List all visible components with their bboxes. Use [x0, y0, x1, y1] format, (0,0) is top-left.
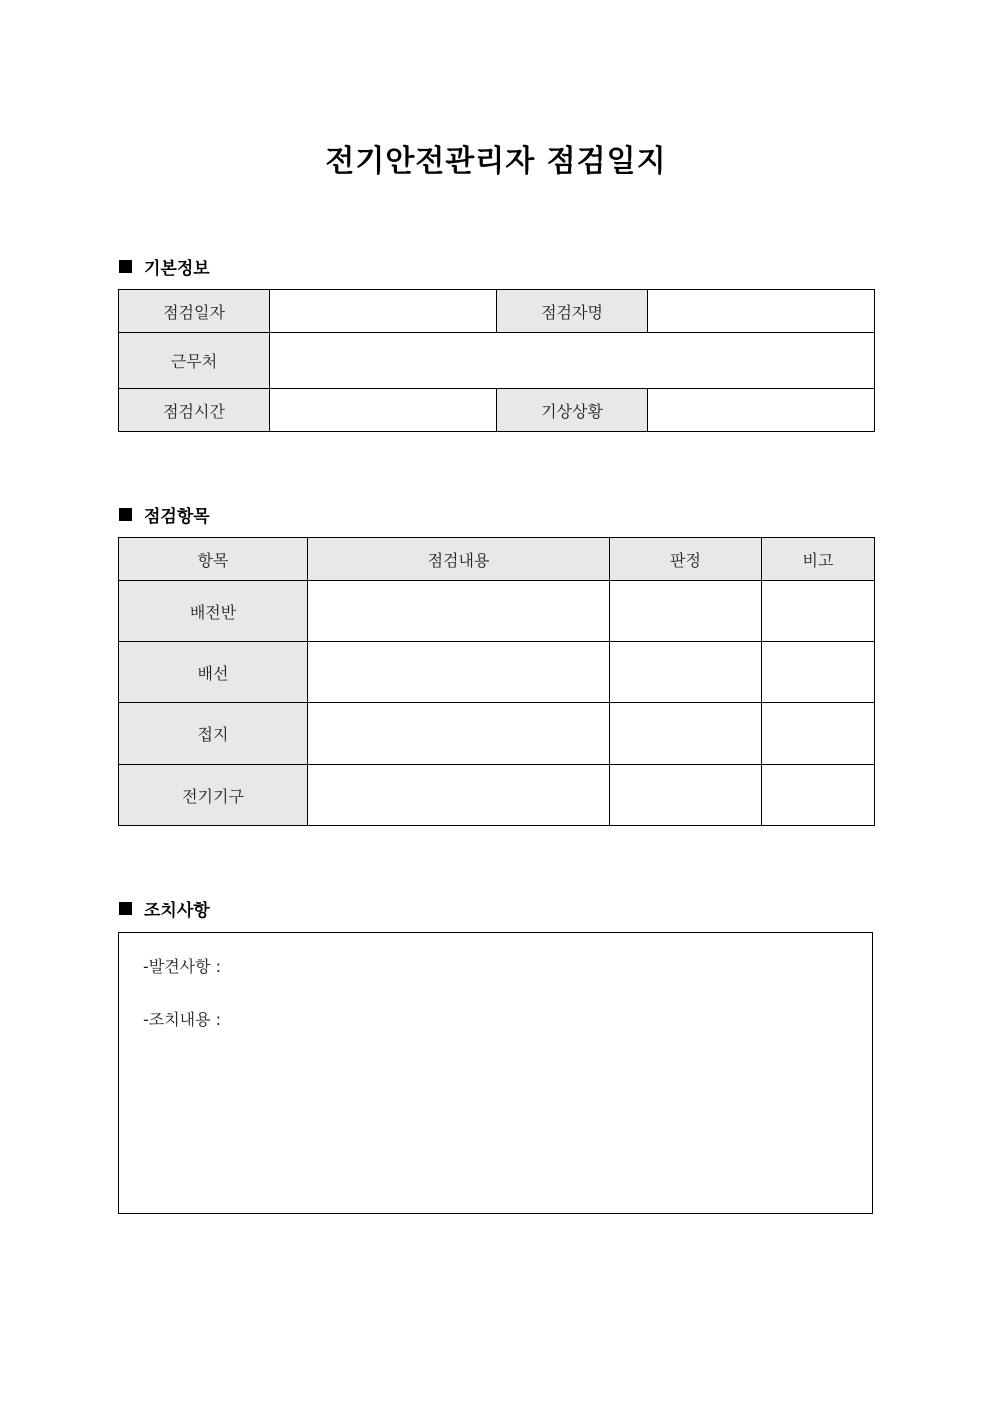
item-name: 전기기구: [119, 765, 308, 826]
square-bullet-icon: [119, 508, 132, 521]
content-field[interactable]: [308, 703, 610, 765]
judgment-field[interactable]: [610, 581, 762, 642]
document-title: 전기안전관리자 점검일지: [325, 144, 667, 179]
table-row: [119, 581, 875, 642]
column-header-remarks: 비고: [762, 538, 875, 581]
content-field[interactable]: [308, 581, 610, 642]
inspection-time-label: 점검시간: [119, 389, 270, 432]
judgment-field[interactable]: [610, 765, 762, 826]
measures-label: -조치내용 :: [143, 1010, 222, 1029]
section-heading-inspection-items: [119, 502, 210, 527]
section-title: 조치사항: [144, 901, 210, 921]
table-row: [119, 642, 875, 703]
weather-field[interactable]: [648, 389, 875, 432]
square-bullet-icon: [119, 260, 132, 273]
content-field[interactable]: [308, 765, 610, 826]
weather-label: 기상상황: [497, 389, 648, 432]
measures-line: [143, 1007, 221, 1030]
inspection-date-label: 점검일자: [119, 290, 270, 333]
item-name: 접지: [119, 703, 308, 765]
table-row: [119, 703, 875, 765]
findings-label: -발견사항 :: [143, 957, 222, 976]
section-heading-actions: [119, 896, 210, 921]
inspection-date-field[interactable]: [270, 290, 497, 333]
findings-line: [143, 954, 221, 977]
section-title: 기본정보: [144, 259, 210, 279]
remarks-field[interactable]: [762, 703, 875, 765]
remarks-field[interactable]: [762, 642, 875, 703]
column-header-content: 점검내용: [308, 538, 610, 581]
judgment-field[interactable]: [610, 642, 762, 703]
inspector-name-label: 점검자명: [497, 290, 648, 333]
remarks-field[interactable]: [762, 765, 875, 826]
workplace-field[interactable]: [270, 333, 875, 389]
square-bullet-icon: [119, 902, 132, 915]
basic-info-table: [118, 289, 875, 432]
column-header-judgment: 판정: [610, 538, 762, 581]
column-header-item: 항목: [119, 538, 308, 581]
judgment-field[interactable]: [610, 703, 762, 765]
actions-box[interactable]: [118, 932, 873, 1214]
inspection-time-field[interactable]: [270, 389, 497, 432]
remarks-field[interactable]: [762, 581, 875, 642]
content-field[interactable]: [308, 642, 610, 703]
item-name: 배전반: [119, 581, 308, 642]
inspection-items-table: [118, 537, 875, 826]
table-header-row: [119, 538, 875, 581]
item-name: 배선: [119, 642, 308, 703]
section-heading-basic-info: [119, 254, 210, 279]
table-row: [119, 765, 875, 826]
inspector-name-field[interactable]: [648, 290, 875, 333]
section-title: 점검항목: [144, 507, 210, 527]
workplace-label: 근무처: [119, 333, 270, 389]
